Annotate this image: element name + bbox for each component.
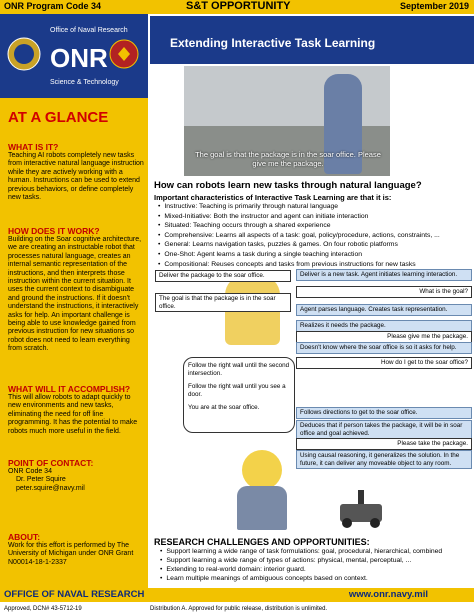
instructor-bubble-1: Deliver the package to the soar office. — [155, 270, 291, 282]
onr-logo — [0, 14, 148, 98]
agent-note-8: Follows directions to get to the soar office. — [296, 407, 472, 419]
characteristics-list — [158, 202, 474, 269]
list-item: • Mixed-Initiative: Both the instructor and agent can initiate interaction — [158, 212, 474, 222]
list-item: • One-Shot: Agent learns a task during a single teaching interaction — [158, 250, 474, 260]
banner-title: Extending Interactive Task Learning — [170, 36, 376, 50]
what-is-it-heading: WHAT IS IT? — [8, 142, 59, 152]
accomplish-text: This will allow robots to adapt quickly to new environments and new tasks, eliminating the need for off line programming. It has the potential to make robots much more useful in the field. — [8, 394, 138, 435]
cartoon-head — [242, 450, 282, 490]
instructor-cartoon — [232, 450, 292, 530]
robot-icon — [336, 490, 386, 528]
footer-org: OFFICE OF NAVAL RESEARCH — [4, 589, 145, 600]
poc-office: ONR Code 34 — [8, 468, 52, 475]
accomplish-section — [8, 384, 144, 436]
research-challenges-title: RESEARCH CHALLENGES AND OPPORTUNITIES: — [154, 537, 370, 547]
approval-line — [0, 604, 474, 616]
important-characteristics-title: Important characteristics of Interactive Task Learning are that it is: — [154, 193, 392, 202]
agent-note-3: Agent parses language. Creates task representation. — [296, 304, 472, 316]
accomplish-heading: WHAT WILL IT ACCOMPLISH? — [8, 384, 131, 394]
photo-caption: The goal is that the package is in the soar office. Please give me the package. — [195, 150, 381, 168]
agent-bubble-7: How do I get to the soar office? — [296, 357, 472, 369]
list-item: • Compositional: Reuses concepts and tasks from previous instructions for new tasks — [158, 260, 474, 270]
agent-note-4: Realizes it needs the package. — [296, 320, 472, 332]
list-item: • Comprehensive: Learns all aspects of a task: goal, policy/procedure, actions, constraints, ... — [158, 231, 474, 241]
research-challenges-list — [160, 547, 474, 583]
list-item: • Situated: Teaching occurs through a shared experience — [158, 221, 474, 231]
list-item: • Support learning a wide range of types of actions: physical, mental, perceptual, ... — [160, 556, 474, 565]
at-a-glance-heading: AT A GLANCE — [8, 109, 109, 126]
program-code: ONR Program Code 34 — [4, 1, 102, 11]
instructor-bubble-2: The goal is that the package is in the soar office. — [155, 293, 291, 312]
robot-wheel — [342, 518, 352, 528]
header-bar — [0, 0, 474, 14]
about-heading: ABOUT: — [8, 532, 41, 542]
instructor-directions-bubble — [183, 357, 295, 433]
footer-website-link[interactable]: www.onr.navy.mil — [348, 589, 428, 600]
agent-bubble-10: Please take the package. — [296, 438, 472, 450]
how-does-it-work-section — [8, 226, 144, 354]
list-item: • General: Learns navigation tasks, puzzles & games. On four robotic platforms — [158, 240, 474, 250]
onr-seal-icon — [0, 14, 148, 98]
what-is-it-text: Teaching AI robots completely new tasks from interactive natural language instruction while they are actively working with a human. Instructions can be used to extend previous behaviors, or define completely new tasks. — [8, 152, 144, 202]
agent-note-1: Deliver is a new task. Agent initiates learning interaction. — [296, 269, 472, 281]
list-item: • Instructive: Teaching is primarily through natural language — [158, 202, 474, 212]
hallway-photo — [184, 66, 390, 176]
agent-bubble-2: What is the goal? — [296, 286, 472, 298]
st-opportunity-title: S&T OPPORTUNITY — [186, 0, 291, 12]
about-section — [8, 532, 144, 567]
cartoon-suit — [237, 486, 287, 530]
footer-bar — [0, 588, 474, 602]
dcn-number: Approved, DCN# 43-5712-19 — [4, 606, 82, 612]
what-is-it-section — [8, 142, 144, 202]
poc-email-link[interactable]: peter.squire@navy.mil — [16, 484, 85, 492]
how-does-it-work-text: Building on the Soar cognitive architecture, we are creating an instructable robot that processes natural language, creates an internal semantic representation of the instructions, and then interprets those instruction within the current situation. It uses the current context to disambiguate and ground the instructions. If it doesn't understand the instructions, it interactively asks for help. An important challenge is being able to use knowledge gained from previous instruction for new situations so robot does not need to learn everything from scratch. — [8, 236, 142, 353]
instructor-text-4: Follow the right wall until you see a door. — [188, 383, 286, 398]
agent-note-9: Deduces that if person takes the package, it will be in soar office and goal achieved. — [296, 420, 472, 439]
onr-abbr: ONR — [50, 43, 108, 73]
sidebar — [0, 14, 148, 588]
logo-science-text: Science & Technology — [50, 79, 119, 86]
point-of-contact-section — [8, 458, 144, 493]
robot-wheel — [370, 518, 380, 528]
logo-office-text: Office of Naval Research — [50, 27, 128, 34]
list-item: • Learn multiple meanings of ambiguous concepts based on context. — [160, 574, 474, 583]
list-item: • Support learning a wide range of task formulations: goal, procedural, hierarchical, combined — [160, 547, 474, 556]
poc-name: Dr. Peter Squire — [16, 476, 66, 484]
agent-bubble-5: Please give me the package. — [296, 331, 472, 343]
point-of-contact-heading: POINT OF CONTACT: — [8, 458, 94, 468]
list-item: • Extending to real-world domain: interior guard. — [160, 565, 474, 574]
agent-note-11: Using causal reasoning, it generalizes the solution. In the future, it can deliver any moveable object to any room. — [296, 450, 472, 469]
about-text: Work for this effort is performed by The University of Michigan under ONR Grant N00014-18-1-2337 — [8, 542, 134, 566]
instructor-text-5: You are at the soar office. — [188, 404, 260, 411]
issue-date: September 2019 — [399, 1, 469, 11]
agent-note-6: Doesn't know where the soar office is so it asks for help. — [296, 342, 472, 354]
distribution-statement: Distribution A. Approved for public release, distribution is unlimited. — [150, 606, 328, 612]
how-does-it-work-heading: HOW DOES IT WORK? — [8, 226, 100, 236]
instructor-text-3: Follow the right wall until the second intersection. — [188, 362, 290, 377]
main-question: How can robots learn new tasks through natural language? — [154, 180, 422, 191]
